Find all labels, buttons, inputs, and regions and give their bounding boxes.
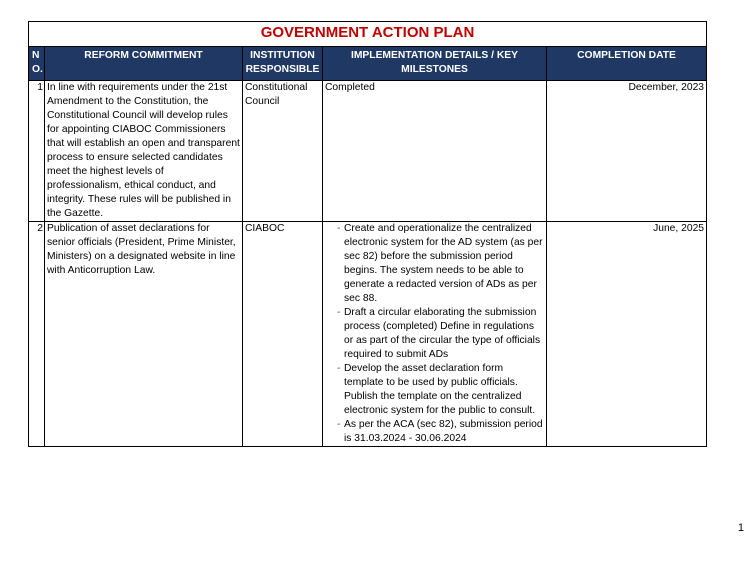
completion-date-cell: June, 2025 bbox=[547, 222, 707, 447]
header-institution-responsible: INSTITUTION RESPONSIBLE bbox=[243, 47, 323, 81]
header-no: N O. bbox=[29, 47, 45, 81]
row-number: 1 bbox=[29, 81, 45, 222]
table-row bbox=[29, 81, 707, 222]
header-completion-date: COMPLETION DATE bbox=[547, 47, 707, 81]
milestone-list bbox=[325, 222, 545, 446]
page-number: 1 bbox=[737, 522, 744, 534]
header-implementation-details: IMPLEMENTATION DETAILS / KEY MILESTONES bbox=[323, 47, 547, 81]
milestone-item: - As per the ACA (sec 82), submission period is 31.03.2024 - 30.06.2024 bbox=[337, 419, 543, 444]
header-reform-commitment: REFORM COMMITMENT bbox=[45, 47, 243, 81]
title-row bbox=[29, 22, 707, 47]
implementation-cell bbox=[323, 222, 547, 447]
milestone-text: As per the ACA (sec 82), submission period is 31.03.2024 - 30.06.2024 bbox=[344, 419, 543, 444]
table-title: GOVERNMENT ACTION PLAN bbox=[29, 22, 707, 47]
implementation-cell: Completed bbox=[323, 81, 547, 222]
milestone-text: Create and operationalize the centralized electronic system for the AD system (as per sec 82) before the submission period begins. The system needs to be able to generate a redacted version of ADs as per sec 88. bbox=[344, 223, 543, 304]
milestone-text: Develop the asset declaration form template to be used by public officials. Publish the template on the centralized electronic system for the public to consult. bbox=[344, 363, 536, 416]
header-row bbox=[29, 47, 707, 81]
table-row bbox=[29, 222, 707, 447]
row-number: 2 bbox=[29, 222, 45, 447]
reform-commitment-cell: Publication of asset declarations for senior officials (President, Prime Minister, Ministers) on a designated website in line with Anticorruption Law. bbox=[45, 222, 243, 447]
milestone-item: - Create and operationalize the centralized electronic system for the AD system (as per sec 82) before the submission period begins. The system needs to be able to generate a redacted version of ADs as per sec 88. bbox=[337, 223, 543, 304]
completion-date-cell: December, 2023 bbox=[547, 81, 707, 222]
milestone-item: - Develop the asset declaration form template to be used by public officials. Publish the template on the centralized electronic system for the public to consult. bbox=[337, 363, 536, 416]
institution-cell: CIABOC bbox=[243, 222, 323, 447]
reform-commitment-cell: In line with requirements under the 21st Amendment to the Constitution, the Constitutional Council will develop rules for appointing CIABOC Commissioners that will establish an open and transparent process to ensure selected candidates meet the highest levels of professionalism, ethical conduct, and integrity. These rules will be published in the Gazette. bbox=[45, 81, 243, 222]
action-plan-table bbox=[28, 21, 707, 447]
milestone-text: Draft a circular elaborating the submission process (completed) Define in regulations or as part of the circular the type of officials required to submit ADs bbox=[344, 307, 541, 360]
milestone-item: - Draft a circular elaborating the submission process (completed) Define in regulations or as part of the circular the type of officials required to submit ADs bbox=[337, 307, 541, 360]
institution-cell: Constitutional Council bbox=[243, 81, 323, 222]
